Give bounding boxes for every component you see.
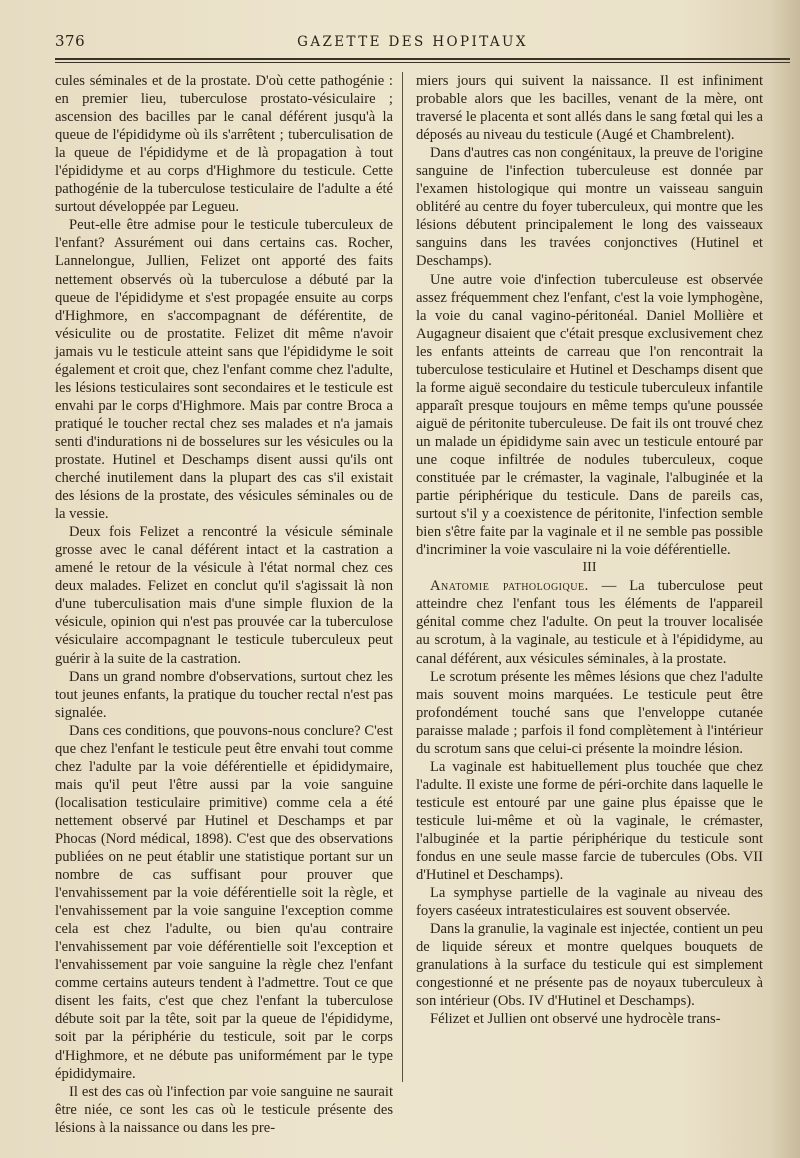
paragraph: Félizet et Jullien ont observé une hydrocèle trans- <box>430 1011 721 1028</box>
header-rule-thin <box>55 62 790 63</box>
paragraph: Le scrotum présente les mêmes lésions que chez l'adulte mais souvent moins marquées. Le testicule peut être profondément touché sans que l'enveloppe cutanée paraisse malade ; parfois il fond complètement à l'intérieur du scrotum sans que celui-ci présente la moindre lésion. <box>416 668 763 757</box>
paragraph: cules séminales et de la prostate. D'où cette pathogénie : en premier lieu, tuberculose prostato-vésiculaire ; ascension des bacilles par le canal déférent jusqu'à la queue de l'épididyme où ils s'arrêtent ; tuberculisation de la queue de l'épididyme et de là propagation à tout l'épididyme et au corps d'Highmore du testicule. Cette pathogénie de la tuberculose testiculaire de l'adulte a été surtout développée par Legueu. <box>55 73 393 216</box>
paragraph: Il est des cas où l'infection par voie sanguine ne saurait être niée, ce sont les cas où le testicule présente des lésions à la naissance ou dans les pre- <box>55 1083 393 1136</box>
paragraph: Dans ces conditions, que pouvons-nous conclure? C'est que chez l'enfant le testicule peut être envahi tout comme chez l'adulte par la voie déférentielle et épididymaire, mais qu'il peut l'être aussi par la voie sanguine (localisation testiculaire primitive) comme cela a été nettement observé par Hutinel et Deschamps et par Phocas (Nord médical, 1898). C'est que des observations publiées on ne peut établir une statistique portant sur un nombre de cas suffisant pour prouver que l'envahissement par la voie déférentielle soit la règle, et l'envahissement par la voie sanguine l'exception comme cela est chez l'adulte, ou bien qu'au contraire l'envahissement par voie déférentielle soit l'exception et l'envahissement par voie sanguine la règle chez l'enfant comme certains auteurs tendent à l'admettre. Tout ce que disent les faits, c'est que chez l'enfant la tuberculose débute soit par la tête, soit par la queue de l'épididyme, soit par la périphérie du testicule, soit par le corps d'Highmore, et ne débute pas uniformément par le type épididymaire. <box>55 722 393 1082</box>
section-number: III <box>582 560 597 576</box>
paragraph: La vaginale est habituellement plus touchée que chez l'adulte. Il existe une forme de péri-orchite dans laquelle le testicule est entouré par une gaine plus épaisse que le testicule lui-même et où la vaginale, le crémaster, l'albuginée et la partie périphérique du testicule sont fondus en une seule masse farcie de tubercules (Obs. VII d'Hutinel et Deschamps). <box>416 758 763 884</box>
paragraph: Dans d'autres cas non congénitaux, la preuve de l'origine sanguine de l'infection tuberculeuse est donnée par l'examen histologique qui montre un vaisseau sanguin oblitéré au centre du foyer tuberculeux, qui montre que les lésions débutent principalement le long des vaisseaux sanguins dans les travées conjonctives (Hutinel et Deschamps). <box>416 145 763 270</box>
section-intro-text: — La tuberculose peut atteindre chez l'enfant tous les éléments de l'appareil génital comme chez l'adulte. On peut la trouver localisée au scrotum, à la vaginale, au testicule et à l'épididyme, au canal déférent, aux vésicules séminales, à la prostate. <box>416 578 763 667</box>
paragraph: Dans la granulie, la vaginale est injectée, contient un peu de liquide séreux et montre quelques bouquets de granulations à la surface du testicule qui est simplement congestionné et ne présente pas de noyaux tuberculeux à son intérieur (Obs. IV d'Hutinel et Deschamps). <box>416 921 763 1010</box>
right-column <box>416 72 763 1028</box>
page-edge-shadow <box>770 0 800 1158</box>
section-intro-paragraph <box>416 577 763 667</box>
section-heading: Anatomie pathologique. <box>430 578 589 595</box>
paragraph: miers jours qui suivent la naissance. Il est infiniment probable alors que les bacilles, venant de la mère, ont traversé le placenta et sont allés dans le sang fœtal qui les a déposés au niveau du testicule (Augé et Chambrelent). <box>416 73 763 144</box>
journal-title: GAZETTE DES HOPITAUX <box>297 34 528 50</box>
paragraph: Peut-elle être admise pour le testicule tuberculeux de l'enfant? Assurément oui dans certains cas. Rocher, Lannelongue, Jullien, Felizet ont apporté des faits nettement observés où la tuberculose a débuté par la queue de l'épididyme et s'est propagée ensuite au corps d'Highmore, en s'accompagnant de déférentite, de vésiculite ou de prostatite. Felizet dit même n'avoir jamais vu le testicule atteint sans que l'épididyme le soit également et croit que, chez l'enfant comme chez l'adulte, les lésions testiculaires sont secondaires et le testicule est envahi par le corps d'Highmore. Mais par contre Broca a pratiqué le toucher rectal chez ses malades et n'a jamais senti d'indurations ni de bosselures sur les vésicules ou la prostate. Hutinel et Deschamps disent aussi qu'ils ont cherché inutilement dans la plupart des cas s'il existait des lésions de la prostate, des vésicules séminales ou de la vessie. <box>55 217 393 523</box>
paragraph: Une autre voie d'infection tuberculeuse est observée assez fréquemment chez l'enfant, c'est la voie lymphogène, la voie du canal vagino-péritonéal. Daniel Mollière et Augagneur disaient que c'était presque exclusivement chez les enfants atteints de carreau que l'on rencontrait la tuberculose testiculaire et Hutinel et Deschamps disent que la forme aiguë secondaire du testicule tuberculeux infantile apparaît presque toujours en même temps qu'une poussée aiguë de péritonite tuberculeuse. De fait ils ont trouvé chez un malade un épididyme sain avec un testicule entouré par une coque infiltrée de nodules tuberculeux, coque constituée par le crémaster, la vaginale, l'albuginée et la partie périphérique du testicule. Dans de pareils cas, surtout s'il y a coexistence de péritonite, l'infection semble bien s'être faite par la vaginale et il ne semble pas possible d'incriminer la voie vasculaire ni la voie déférentielle. <box>416 271 763 559</box>
page-header <box>55 30 770 56</box>
left-column <box>55 72 393 1137</box>
paragraph: Dans un grand nombre d'observations, surtout chez les tout jeunes enfants, la pratique du toucher rectal n'est pas signalée. <box>55 668 393 721</box>
header-rule-thick <box>55 58 790 60</box>
paragraph: La symphyse partielle de la vaginale au niveau des foyers caséeux intratesticulaires est souvent observée. <box>416 885 763 920</box>
paragraph: Deux fois Felizet a rencontré la vésicule séminale grosse avec le canal déférent intact et la castration a amené le retour de la vésicule à l'état normal chez ces deux malades. Felizet en conclut qu'il s'agissait là non d'une tuberculisation mais d'une simple fluxion de la vésicule, opinion qui n'est pas prouvée car la tuberculose vésiculaire accompagnant le testicule tuberculeux peut guérir à la suite de la castration. <box>55 524 393 667</box>
column-divider <box>402 72 403 1082</box>
page-number: 376 <box>55 32 86 50</box>
